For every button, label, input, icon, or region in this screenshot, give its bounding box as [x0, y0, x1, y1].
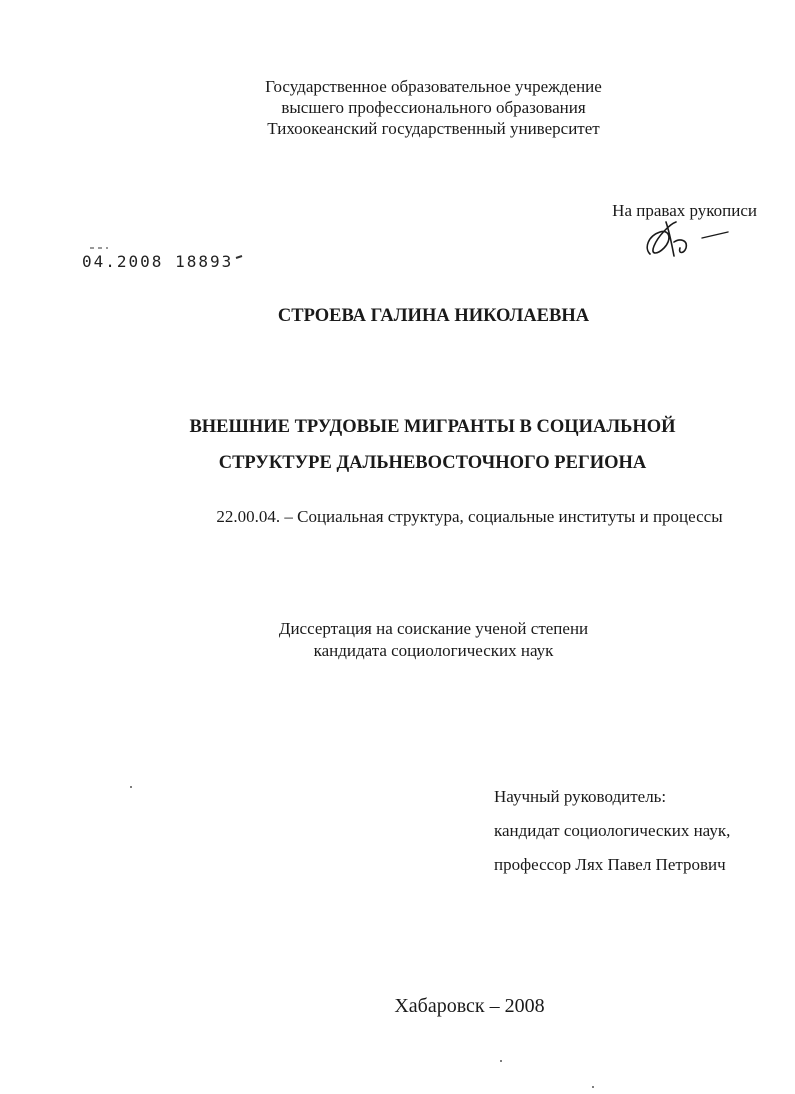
title-line-1: ВНЕШНИЕ ТРУДОВЫЕ МИГРАНТЫ В СОЦИАЛЬНОЙ [189, 417, 676, 437]
institution-line-3: Тихоокеанский государственный университет [267, 119, 600, 138]
dissertation-title [0, 409, 795, 481]
manuscript-rights-note: На правах рукописи [612, 201, 757, 220]
advisor-degree: кандидат социологических наук, [494, 821, 731, 840]
city-and-year: Хабаровск – 2008 [394, 995, 545, 1017]
scan-speck [500, 1060, 502, 1062]
advisor-name: профессор Лях Павел Петрович [494, 855, 726, 874]
degree-statement [0, 618, 795, 662]
scan-speck [592, 1086, 594, 1088]
title-line-2: СТРУКТУРЕ ДАЛЬНЕВОСТОЧНОГО РЕГИОНА [218, 453, 647, 473]
author-name [0, 304, 795, 328]
author-name-text: СТРОЕВА ГАЛИНА НИКОЛАЕВНА [277, 306, 590, 326]
advisor-label: Научный руководитель: [494, 787, 667, 806]
degree-line-1: Диссертация на соискание ученой степени [278, 619, 589, 638]
institution-line-1: Государственное образовательное учреждение [265, 77, 602, 96]
stamp-tick-marks [86, 244, 256, 274]
scientific-advisor [494, 780, 730, 882]
handwritten-signature [636, 218, 736, 262]
degree-line-2: кандидата социологических наук [313, 641, 554, 660]
specialty-code: 22.00.04. – Социальная структура, социальные институты и процессы [216, 507, 723, 526]
scan-speck [130, 786, 132, 788]
registration-stamp-number: 04.2008 18893 [82, 252, 234, 271]
institution-header [0, 76, 795, 139]
institution-line-2: высшего профессионального образования [281, 98, 586, 117]
